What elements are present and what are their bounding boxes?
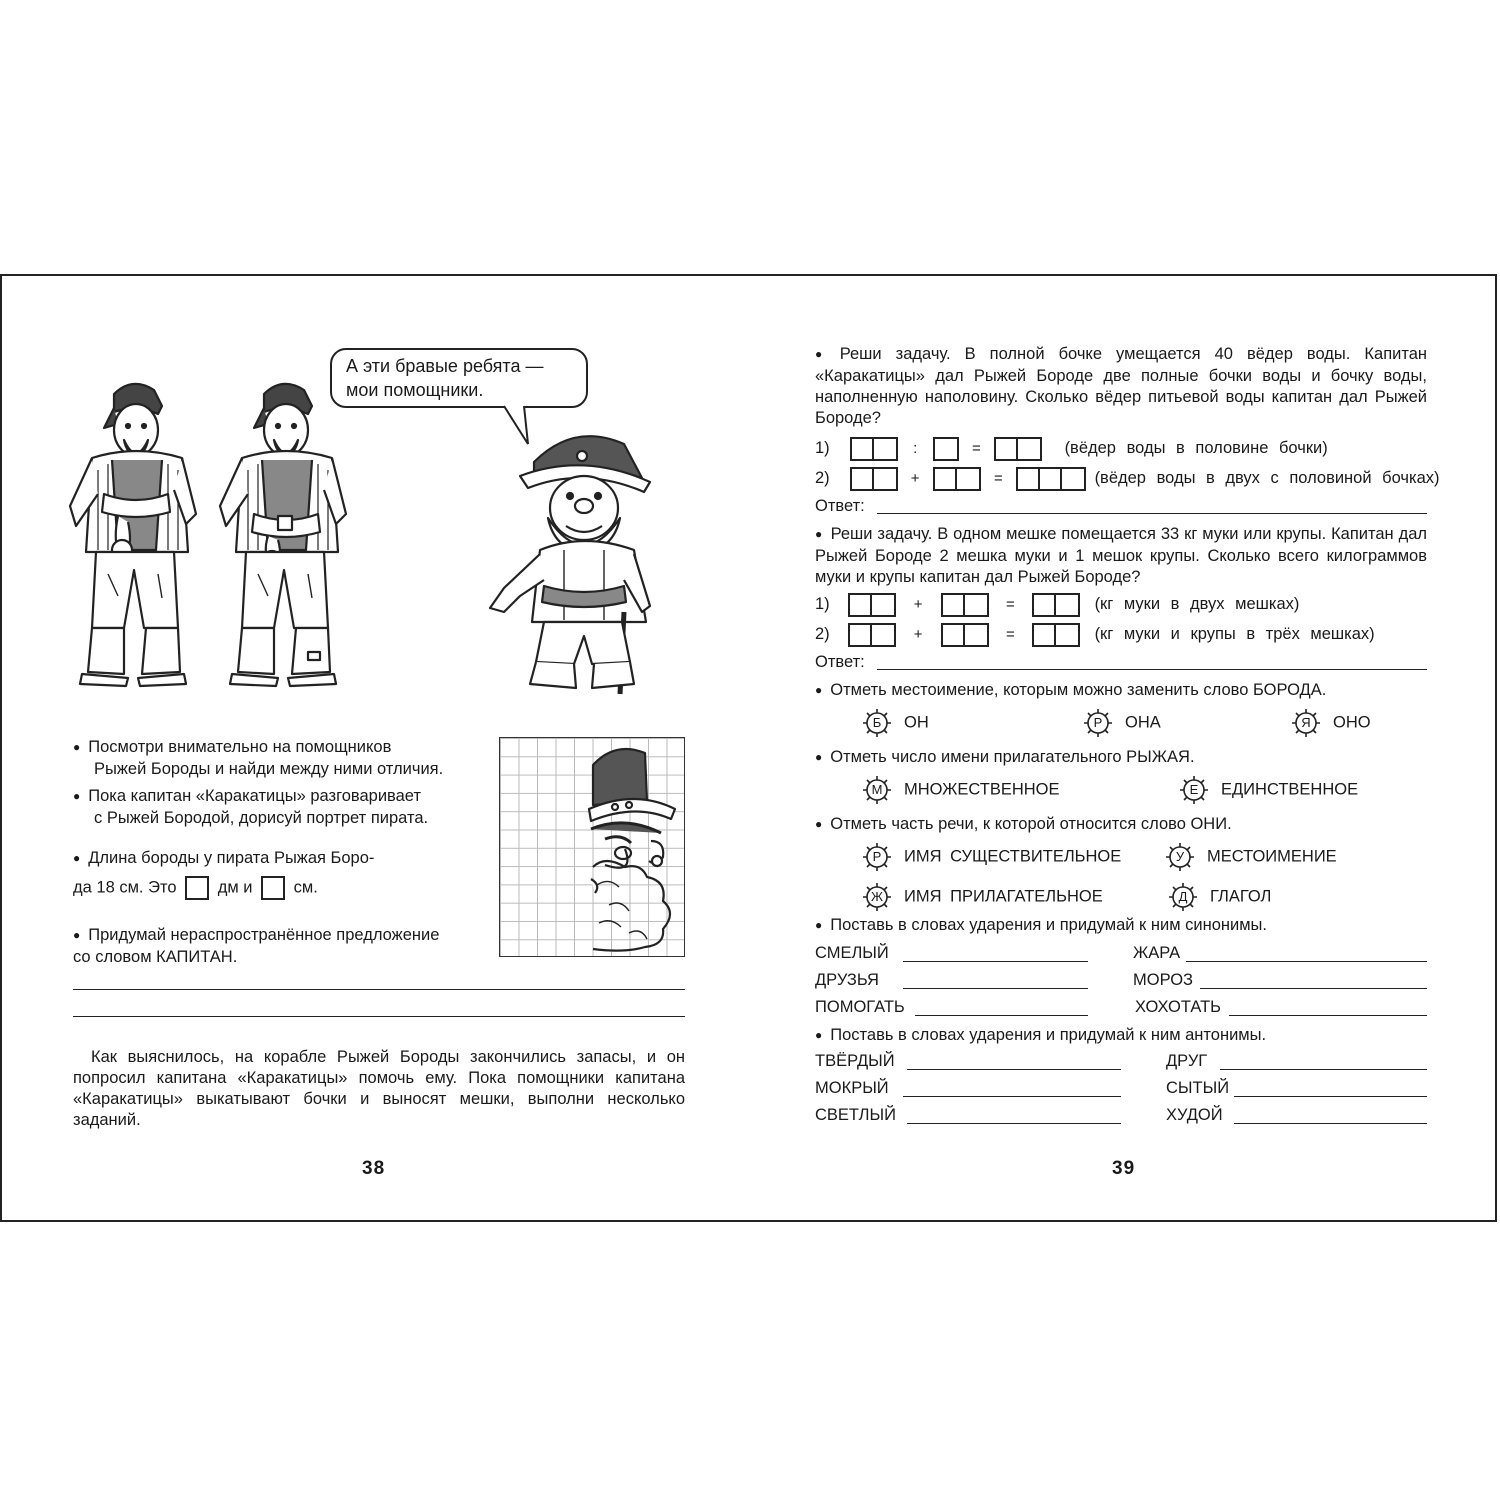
synonym-word-left-1: СМЕЛЫЙ xyxy=(815,944,889,962)
sentence-writing-line-2[interactable] xyxy=(73,1016,685,1017)
row-note: (вёдер воды в двух с половиной бочках) xyxy=(1094,469,1440,487)
question-pronoun-text: ● Отметь местоимение, которым можно заменить слово БОРОДА. xyxy=(815,680,1427,702)
ship-wheel-icon xyxy=(862,708,892,738)
antonym-word-left-1: ТВЁРДЫЙ xyxy=(815,1052,895,1070)
answer-box-2-cells[interactable] xyxy=(848,623,896,647)
row-number: 1) xyxy=(815,439,830,457)
row-note: (вёдер воды в половине бочки) xyxy=(1064,439,1328,457)
speech-bubble xyxy=(330,348,588,408)
synonym-word-left-3: ПОМОГАТЬ xyxy=(815,998,905,1016)
synonym-line-left-1[interactable] xyxy=(903,961,1088,962)
story-paragraph: Как выяснилось, на корабле Рыжей Бороды закончились запасы, и он попросил капитана «Каракатицы» помочь ему. Пока помощники капитана «Каракатицы» выкатывают бочки и выносят мешки, выполни несколько заданий. xyxy=(73,1048,685,1129)
ship-wheel-icon xyxy=(1168,882,1198,912)
synonym-word-right-3: ХОХОТАТЬ xyxy=(1135,998,1221,1016)
ship-wheel-icon xyxy=(862,842,892,872)
option-letter: Д xyxy=(1178,889,1188,904)
task-find-differences-line-1: ● Посмотри внимательно на помощников xyxy=(73,737,493,759)
equals-sign: = xyxy=(1005,595,1015,613)
antonym-line-left-1[interactable] xyxy=(907,1069,1121,1070)
page-number-right: 39 xyxy=(1112,1158,1136,1179)
option-label: ИМЯ СУЩЕСТВИТЕЛЬНОЕ xyxy=(904,847,1122,866)
ship-wheel-icon xyxy=(1291,708,1321,738)
task-beard-length-unit-cm: см. xyxy=(293,878,318,897)
task-beard-length-unit-dm: дм и xyxy=(217,878,253,897)
option-letter: У xyxy=(1175,849,1185,864)
half-pirate-portrait xyxy=(585,745,680,955)
row-number: 2) xyxy=(815,469,830,487)
option-label: МНОЖЕСТВЕННОЕ xyxy=(904,780,1060,799)
equals-sign: = xyxy=(971,439,981,457)
problem-flour-answer-line[interactable] xyxy=(877,669,1427,670)
row-number: 1) xyxy=(815,595,830,613)
answer-box-2-cells[interactable] xyxy=(941,593,989,617)
antonym-line-right-2[interactable] xyxy=(1234,1096,1427,1097)
task-draw-portrait-line-1: ● Пока капитан «Каракатицы» разговаривает xyxy=(73,786,493,808)
task-beard-length-prefix: да 18 см. Это xyxy=(73,878,177,897)
antonym-line-right-1[interactable] xyxy=(1220,1069,1427,1070)
antonyms-instruction: ● Поставь в словах ударения и придумай к ним антонимы. xyxy=(815,1025,1427,1047)
option-letter: Я xyxy=(1301,715,1311,730)
equals-sign: = xyxy=(1005,625,1015,643)
antonym-line-right-3[interactable] xyxy=(1234,1123,1427,1124)
row-note: (кг муки в двух мешках) xyxy=(1094,595,1300,613)
problem-water-answer-label: Ответ: xyxy=(815,497,865,515)
option-letter: Ж xyxy=(870,889,883,904)
synonym-line-right-2[interactable] xyxy=(1200,988,1427,989)
answer-box-2-cells[interactable] xyxy=(941,623,989,647)
synonyms-instruction: ● Поставь в словах ударения и придумай к ним синонимы. xyxy=(815,915,1427,937)
beard-cm-answer-box[interactable] xyxy=(261,876,285,900)
row-number: 2) xyxy=(815,625,830,643)
task-beard-length-line-1: ● Длина бороды у пирата Рыжая Боро- xyxy=(73,848,493,870)
option-label: ОН xyxy=(904,713,929,732)
page-number-left: 38 xyxy=(362,1158,386,1179)
operator: + xyxy=(913,625,923,643)
answer-box-1-cell[interactable] xyxy=(933,437,959,461)
synonym-word-left-2: ДРУЗЬЯ xyxy=(815,971,879,989)
answer-box-2-cells[interactable] xyxy=(848,593,896,617)
option-label: ГЛАГОЛ xyxy=(1210,887,1272,906)
option-label: МЕСТОИМЕНИЕ xyxy=(1207,847,1337,866)
synonym-word-right-2: МОРОЗ xyxy=(1133,971,1194,989)
question-part-of-speech-text: ● Отметь часть речи, к которой относится слово ОНИ. xyxy=(815,814,1427,836)
beard-dm-answer-box[interactable] xyxy=(185,876,209,900)
task-make-sentence-line-2: со словом КАПИТАН. xyxy=(73,948,238,966)
antonym-word-right-3: ХУДОЙ xyxy=(1166,1106,1223,1124)
option-pos-verb[interactable] xyxy=(1168,882,1271,912)
task-draw-portrait xyxy=(73,786,493,829)
option-pronoun-ona[interactable] xyxy=(1083,708,1161,738)
option-pronoun-ono[interactable] xyxy=(1291,708,1371,738)
task-find-differences xyxy=(73,737,493,780)
pirate-helper-1-illustration xyxy=(62,374,202,692)
option-letter: М xyxy=(871,782,883,797)
operator: : xyxy=(913,439,918,457)
speech-bubble-line-1: А эти бравые ребята — xyxy=(346,356,544,376)
option-label: ИМЯ ПРИЛАГАТЕЛЬНОЕ xyxy=(904,887,1103,906)
problem-water-row-1 xyxy=(815,436,1328,461)
task-beard-length xyxy=(73,848,493,900)
problem-water-answer-line[interactable] xyxy=(877,513,1427,514)
antonym-word-right-1: ДРУГ xyxy=(1166,1052,1208,1070)
antonym-line-left-2[interactable] xyxy=(903,1096,1121,1097)
answer-box-3-cells[interactable] xyxy=(1016,467,1086,491)
task-draw-portrait-line-2: с Рыжей Бородой, дорисуй портрет пирата. xyxy=(94,809,429,827)
ship-wheel-icon xyxy=(1165,842,1195,872)
option-label: ОНА xyxy=(1125,713,1161,732)
equals-sign: = xyxy=(993,469,1003,487)
task-find-differences-line-2: Рыжей Бороды и найди между ними отличия. xyxy=(94,760,444,778)
option-pos-adjective[interactable] xyxy=(862,882,1103,912)
speech-bubble-line-2: мои помощники. xyxy=(346,380,484,400)
problem-flour-text: ● Реши задачу. В одном мешке помещается 33 кг муки или крупы. Капитан дал Рыжей Бороде 2 мешка муки и 1 мешок крупы. Сколько всего килограммов муки и крупы капитан дал Рыжей Бороде? xyxy=(815,524,1427,588)
answer-box-2-cells[interactable] xyxy=(1032,593,1080,617)
question-number-text: ● Отметь число имени прилагательного РЫЖАЯ. xyxy=(815,747,1427,769)
problem-flour-row-1 xyxy=(815,592,1299,617)
synonym-line-right-1[interactable] xyxy=(1186,961,1427,962)
problem-water-row-2 xyxy=(815,466,1440,491)
problem-flour-answer-label: Ответ: xyxy=(815,653,865,671)
captain-illustration xyxy=(474,422,670,698)
operator: + xyxy=(913,595,923,613)
option-label: ЕДИНСТВЕННОЕ xyxy=(1221,780,1359,799)
synonym-line-right-3[interactable] xyxy=(1229,1015,1427,1016)
option-pronoun-on[interactable] xyxy=(862,708,929,738)
ship-wheel-icon xyxy=(1179,775,1209,805)
problem-flour-row-2 xyxy=(815,622,1375,647)
answer-box-2-cells[interactable] xyxy=(850,437,898,461)
problem-water-text: ● Реши задачу. В полной бочке умещается 40 вёдер воды. Капитан «Каракатицы» дал Рыжей Бороде две полные бочки воды и бочку воды, наполненную наполовину. Сколько вёдер питьевой воды капитан дал Рыжей Бороде? xyxy=(815,344,1427,429)
option-pos-noun[interactable] xyxy=(862,842,1121,872)
ship-wheel-icon xyxy=(862,882,892,912)
option-pos-pronoun[interactable] xyxy=(1165,842,1337,872)
option-letter: Р xyxy=(872,849,882,864)
antonym-word-right-2: СЫТЫЙ xyxy=(1166,1079,1230,1097)
answer-box-2-cells[interactable] xyxy=(933,467,981,491)
option-number-singular[interactable] xyxy=(1179,775,1358,805)
synonym-line-left-3[interactable] xyxy=(915,1015,1088,1016)
option-letter: Р xyxy=(1093,715,1103,730)
option-letter: Е xyxy=(1189,782,1199,797)
option-number-plural[interactable] xyxy=(862,775,1060,805)
ship-wheel-icon xyxy=(862,775,892,805)
answer-box-2-cells[interactable] xyxy=(1032,623,1080,647)
ship-wheel-icon xyxy=(1083,708,1113,738)
task-make-sentence-line-1: ● Придумай нераспространённое предложение xyxy=(73,925,493,947)
antonym-word-left-2: МОКРЫЙ xyxy=(815,1079,889,1097)
row-note: (кг муки и крупы в трёх мешках) xyxy=(1094,625,1375,643)
operator: + xyxy=(910,469,920,487)
antonym-line-left-3[interactable] xyxy=(907,1123,1121,1124)
pirate-helper-2-illustration xyxy=(212,374,352,692)
task-make-sentence xyxy=(73,925,493,968)
option-label: ОНО xyxy=(1333,713,1371,732)
synonym-word-right-1: ЖАРА xyxy=(1133,944,1181,962)
option-letter: Б xyxy=(872,715,882,730)
antonym-word-left-3: СВЕТЛЫЙ xyxy=(815,1106,896,1124)
synonym-line-left-2[interactable] xyxy=(903,988,1088,989)
answer-box-2-cells[interactable] xyxy=(994,437,1042,461)
answer-box-2-cells[interactable] xyxy=(850,467,898,491)
sentence-writing-line-1[interactable] xyxy=(73,989,685,990)
